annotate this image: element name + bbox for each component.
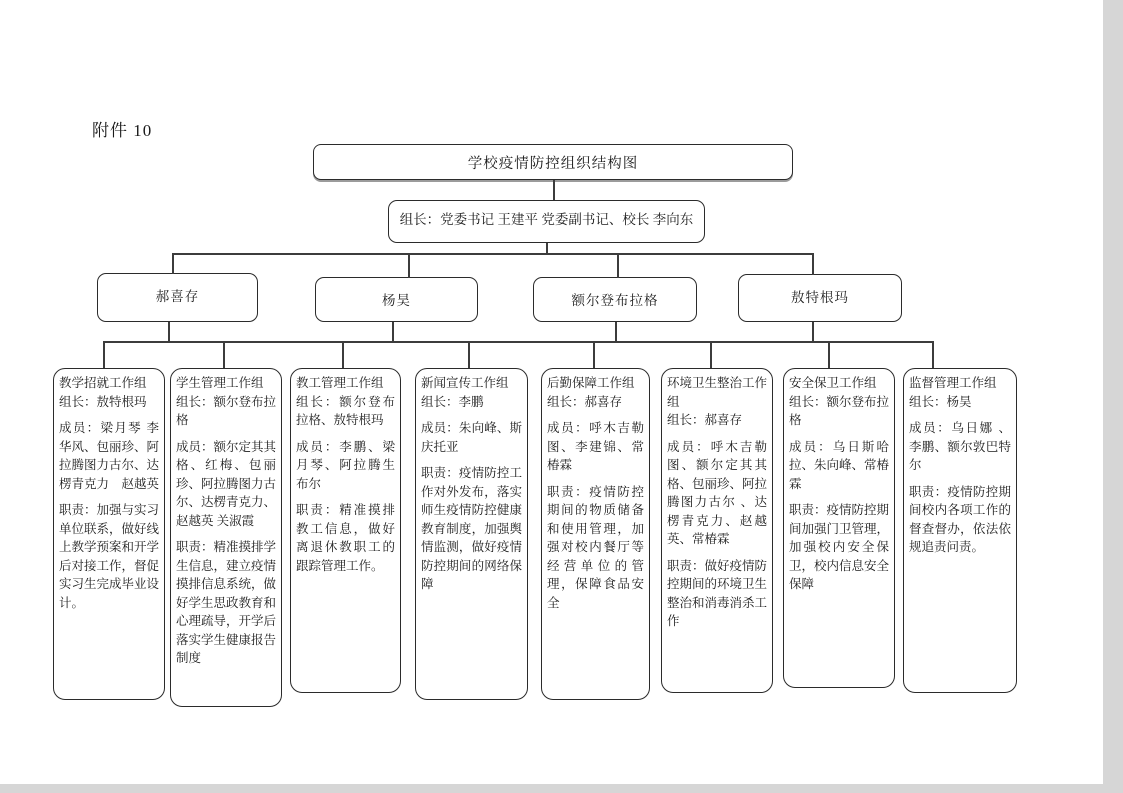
level2-box-haoxicun (97, 273, 258, 322)
group-leader: 组长：杨昊 (909, 394, 972, 409)
group-duty: 职责：疫情防控期间校内各项工作的督查督办，依法依规追责问责。 (909, 484, 1011, 554)
leader-text: 组长：党委书记 王建平 党委副书记、校长 李向东 (399, 212, 694, 227)
group-box-student (170, 368, 282, 707)
group-leader: 组长：额尔登布拉格、敖特根玛 (296, 394, 395, 427)
group-duty: 职责：疫情防控期间的物质储备和使用管理，加强对校内餐厅等经营单位的管理，保障食品安全 (547, 484, 644, 610)
group-title: 教学招就工作组 (59, 376, 147, 390)
leader-box (388, 200, 705, 243)
group-duty: 职责：精准摸排学生信息，建立疫情摸排信息系统，做好学生思政教育和心理疏导，开学后落实学生健康报告制度 (176, 540, 277, 665)
connector-line (553, 180, 555, 200)
connector-line (392, 322, 394, 341)
group-duty: 职责：疫情防控工作对外发布，落实师生疫情防控健康教育制度，加强舆情监测，做好疫情防控期间的网络保障 (421, 466, 522, 591)
connector-line (615, 322, 617, 341)
group-title: 教工管理工作组 (296, 376, 384, 390)
level2-name: 郝喜存 (155, 289, 200, 304)
group-box-supervision (903, 368, 1017, 693)
group-duty: 职责：精准摸排教工信息，做好离退休教职工的跟踪管理工作。 (296, 503, 395, 573)
group-title: 学生管理工作组 (176, 376, 264, 390)
group-leader: 组长：郝喜存 (667, 413, 743, 427)
org-title-text: 学校疫情防控组织结构图 (467, 155, 639, 172)
group-leader: 组长：额尔登布拉格 (789, 394, 890, 427)
level2-name: 额尔登布拉格 (571, 293, 659, 308)
connector-line (408, 253, 410, 278)
group-title: 环境卫生整治工作组 (667, 376, 768, 409)
group-members: 成员：朱向峰、斯庆托亚 (421, 421, 522, 454)
group-title: 新闻宣传工作组 (421, 376, 509, 390)
connector-bus-2 (103, 341, 934, 343)
group-box-environment (661, 368, 773, 693)
group-members: 成员：乌日斯哈拉、朱向峰、常椿霖 (789, 439, 890, 491)
connector-line (342, 341, 344, 368)
group-title: 后勤保障工作组 (547, 376, 635, 390)
group-box-logistics (541, 368, 650, 700)
attachment-label: 附件 10 (92, 121, 153, 140)
connector-bus-1 (172, 253, 814, 255)
group-duty: 职责：加强与实习单位联系，做好线上教学预案和开学后对接工作，督促实习生完成毕业设计。 (59, 503, 160, 610)
group-box-teaching (53, 368, 165, 700)
group-leader: 组长：额尔登布拉格 (176, 394, 277, 427)
group-members: 成员：额尔定其其格、红梅、包丽珍、阿拉腾图力古尔、达楞青克力、赵越英 关淑霞 (176, 439, 277, 528)
connector-line (168, 322, 170, 341)
group-members: 成员：李鹏、梁月琴、阿拉腾生布尔 (296, 439, 395, 491)
group-members: 成员：梁月琴 李华风、包丽珍、阿拉腾图力古尔、达楞青克力 赵越英 (59, 421, 160, 491)
group-leader: 组长：敖特根玛 (59, 394, 147, 409)
page-edge-bottom (0, 784, 1123, 793)
connector-line (172, 253, 174, 274)
group-leader: 组长：李鹏 (421, 394, 484, 409)
group-title: 监督管理工作组 (909, 376, 997, 390)
connector-line (103, 341, 105, 368)
page-edge-right (1103, 0, 1123, 793)
org-title-box (313, 144, 793, 180)
group-members: 成员：呼木吉勒图、李建锦、常椿霖 (547, 421, 644, 472)
level2-name: 敖特根玛 (791, 290, 849, 305)
group-leader: 组长：郝喜存 (547, 394, 623, 409)
level2-box-aotegenma (738, 274, 902, 322)
group-box-news (415, 368, 528, 700)
group-members: 成员：呼木吉勒图、额尔定其其格、包丽珍、阿拉腾图力古尔 、达楞青克力、赵越英、常椿霖 (667, 439, 768, 546)
level2-box-eerdengbulage (533, 277, 697, 322)
group-members: 成员：乌日娜 、李鹏、额尔敦巴特尔 (909, 421, 1011, 472)
group-title: 安全保卫工作组 (789, 376, 877, 390)
group-duty: 职责：做好疫情防控期间的环境卫生整治和消毒消杀工作 (667, 558, 768, 628)
connector-line (932, 341, 934, 368)
connector-line (812, 322, 814, 341)
group-box-staff (290, 368, 401, 693)
connector-line (617, 253, 619, 278)
connector-line (710, 341, 712, 368)
level2-name: 杨昊 (382, 293, 411, 308)
level2-box-yanghao (315, 277, 478, 322)
connector-line (828, 341, 830, 368)
connector-line (223, 341, 225, 368)
group-box-security (783, 368, 895, 688)
connector-line (468, 341, 470, 368)
group-duty: 职责：疫情防控期间加强门卫管理，加强校内安全保卫，校内信息安全保障 (789, 503, 890, 591)
connector-line (593, 341, 595, 368)
connector-line (812, 253, 814, 275)
